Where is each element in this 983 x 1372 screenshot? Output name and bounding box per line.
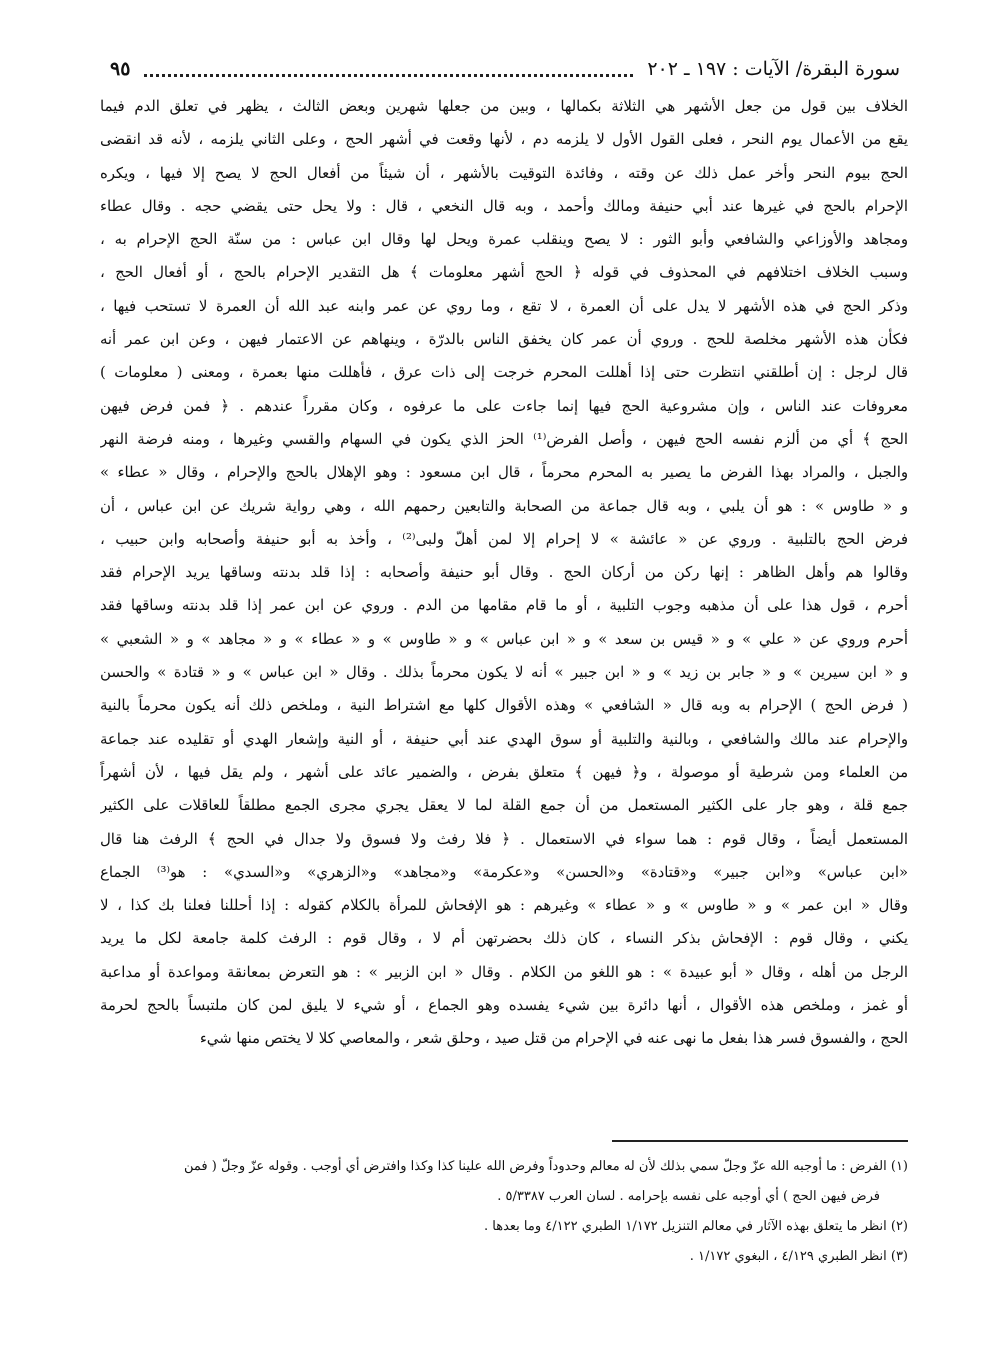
footnote-separator xyxy=(612,1140,908,1142)
text-line: وسبب الخلاف اختلافهم في المحذوف في قوله ﴿ الحج أشهر معلومات ﴾ هل التقدير الإحرام بالحج ، أو أفعال الحج ، xyxy=(100,264,908,282)
text-line: الإحرام بالحج في غيرها عند أبي حنيفة ومالك وأحمد ، وبه قال النخعي ، قال : ولا يحل حتى يقضي حجه . وقال عطاء xyxy=(100,197,908,215)
page-number: ٩٥ xyxy=(110,58,131,80)
header-dotted-leader xyxy=(144,74,633,77)
text-line: الخلاف بين قول من جعل الأشهر هي الثلاثة بكمالها ، وبين من جعلها شهرين وبعض الثالث ، يظهر في تعلق الدم فيما xyxy=(100,98,908,115)
text-line: الحج ﴾ أي من ألزم نفسه الحج فيهن ، وأصل الفرض⁽¹⁾ الحز الذي يكون في السهام والقسي وغيرها ، ومنه فرضة النهر xyxy=(100,430,908,448)
text-line: قال لرجل : إن أطلقني انتظرت حتى إذا أهللت المحرم خرجت إلى ذات عرق ، فأهللت منها بعمرة ، ومعنى ( معلومات ) xyxy=(100,364,908,382)
text-line: الحج بيوم النحر وأخر عمل ذلك عن وقته ، وفائدة التوقيت بالأشهر ، أن شيئاً من أفعال الحج لا يصح إلا فيها ، ويكره xyxy=(100,164,908,182)
footnote-1-continued: فرض فيهن الحج ) أي أوجبه على نفسه بإحرامه . لسان العرب ٥/٣٣٨٧ . xyxy=(497,1189,880,1204)
text-line: فكأن هذه الأشهر مخلصة للحج . وروي أن عمر كان يخفق الناس بالدرّة ، وينهاهم عن الاعتمار فيهن ، وعن ابن عمر أنه xyxy=(100,331,908,349)
text-line: وقالوا هم وأهل الظاهر : إنها ركن من أركان الحج . وقال أبو حنيفة وأصحابه : إذا قلد بدنته وساقها يريد الإحرام فقد xyxy=(100,564,908,582)
text-line: والإحرام عند مالك والشافعي ، وبالنية والتلبية أو سوق الهدي عند أبي حنيفة ، أو النية وإشعار الهدي أو تقليده عند جماعة xyxy=(100,730,908,748)
text-line: أحرم وروي عن « علي » و « قيس بن سعد » و « ابن عباس » و « طاوس » و « عطاء » و « مجاهد » و « الشعبي » xyxy=(100,630,908,648)
text-line: جمع قلة ، وهو جار على الكثير المستعمل من أن جمع القلة لما لا يعقل يجري مجرى الجمع مطلقاً للعاقلات على الكثير xyxy=(100,797,908,815)
text-line: و « ابن سيرين » و « جابر بن زيد » و « ابن جبير » أنه لا يكون محرماً بذلك . وقال « ابن عباس » و « قتادة » والحسن xyxy=(100,664,908,682)
text-line: وذكر الحج في هذه الأشهر لا يدل على أن العمرة ، لا تقع ، وما روي عن عمر وابنه عبد الله أن العمرة لا تستحب فيها ، xyxy=(100,297,908,315)
text-line: أو غمز ، وملخص هذه الأقوال ، أنها دائرة بين شيء يفسده وهو الجماع ، أو شيء لا يليق لمن كان ملتبساً بالحج لحرمة xyxy=(100,997,908,1015)
text-line: يكني ، وقال قوم : الإفحاش بذكر النساء ، كان ذلك بحضرتهن أم لا ، وقال قوم : الرفث كلمة جامعة لكل ما يريد xyxy=(100,930,908,948)
page-header xyxy=(110,52,900,86)
text-line: فرض الحج بالتلبية . وروي عن « عائشة » لا إحرام إلا لمن أهلّ ولبى⁽²⁾ ، وأخذ به أبو حنيفة وأصحابه وابن حبيب ، xyxy=(100,530,908,548)
text-line: الرجل من أهله ، وقال « أبو عبيدة » : هو اللغو من الكلام . وقال « ابن الزبير » : هو التعرض بمعانقة ومواعدة أو مداعبة xyxy=(100,963,908,981)
text-line: ومجاهد والأوزاعي والشافعي وأبو الثور : لا يصح وينقلب عمرة ويحل لها وقال ابن عباس : من سنّة الحج الإحرام به ، xyxy=(100,231,908,249)
text-line: أحرم ، قول هذا على أن مذهبه وجوب التلبية ، أو ما قام مقامها من الدم . وروي عن ابن عمر إذا قلد بدنته وساقها فقد xyxy=(100,597,908,615)
footnotes xyxy=(100,1152,908,1272)
text-line: ( فرض الحج ) الإحرام به وبه قال « الشافعي » وهذه الأقوال كلها مع اشتراط النية ، وملخص ذلك أنه يكون محرماً بالنية xyxy=(100,697,908,715)
text-line: معروفات عند الناس ، وإن مشروعية الحج فيها إنما جاءت على ما عرفوه ، وكان مقرراً عندهم . ﴿ فمن فرض فيهن xyxy=(100,397,908,415)
footnote-2: (٢) انظر ما يتعلق بهذه الآثار في معالم التنزيل ١/١٧٢ الطبري ٤/١٢٢ وما بعدها . xyxy=(484,1219,908,1234)
footnote-3: (٣) انظر الطبري ٤/١٢٩ ، البغوي ١/١٧٢ . xyxy=(689,1249,908,1264)
text-line: والجبل ، والمراد بهذا الفرض ما يصير به المحرم محرماً ، قال ابن مسعود : وهو الإهلال بالحج والإحرام ، وقال « عطاء » xyxy=(100,464,908,482)
main-text xyxy=(100,90,908,1056)
footnote-1: (١) الفرض : ما أوجبه الله عزّ وجلّ سمي بذلك لأن له معالم وحدوداً وفرض الله علينا كذا وكذا وافترض أي أوجب . وقوله عزّ وجلّ ( فمن xyxy=(184,1159,908,1174)
text-line: و « طاوس » : هو أن يلبي ، وبه قال جماعة من الصحابة والتابعين رحمهم الله ، وهي رواية شريك عن ابن عباس ، أن xyxy=(100,497,908,515)
text-line: يقع من الأعمال يوم النحر ، فعلى القول الأول لا يلزمه دم ، لأنها وقعت في أشهر الحج ، وعلى الثاني يلزمه ، لأنه قد انقضى xyxy=(100,131,908,149)
text-line: وقال « ابن عمر » و « طاوس » و « عطاء » وغيرهم : هو الإفحاش للمرأة بالكلام كقوله : إذا أحللنا فعلنا بك كذا ، لا xyxy=(100,897,908,915)
text-line: «ابن عباس» و«ابن جبير» و«قتادة» و«الحسن» و«عكرمة» و«مجاهد» و«الزهري» و«السدي» : هو⁽³⁾ الجماع xyxy=(100,863,908,881)
running-title: سورة البقرة/ الآيات : ١٩٧ ـ ٢٠٢ xyxy=(647,58,900,80)
text-line: من العلماء ومن شرطية أو موصولة ، و﴿ فيهن ﴾ متعلق بفرض ، والضمير عائد على أشهر ، ولم يقل فيها ، لأن أشهراً xyxy=(100,763,908,781)
text-line: المستعمل أيضاً ، وقال قوم : هما سواء في الاستعمال . ﴿ فلا رفث ولا فسوق ولا جدال في الحج ﴾ الرفث هنا قال xyxy=(100,830,908,848)
text-line: الحج ، والفسوق فسر هذا بفعل ما نهى عنه في الإحرام من قتل صيد ، وحلق شعر ، والمعاصي كلا لا يختص منها شيء xyxy=(199,1030,908,1048)
